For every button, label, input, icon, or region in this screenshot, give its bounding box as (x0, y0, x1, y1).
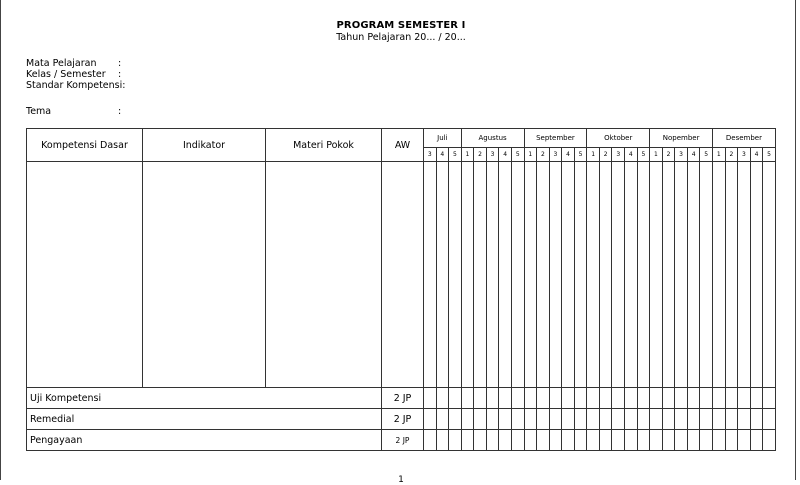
meta-kelas-semester (26, 70, 121, 80)
content-cell[interactable] (750, 162, 763, 388)
week-cell[interactable] (436, 430, 449, 451)
week-cell[interactable] (750, 430, 763, 451)
content-cell[interactable] (449, 162, 462, 388)
header-indikator: Indikator (143, 129, 266, 162)
week-cell[interactable] (486, 409, 499, 430)
week-cell[interactable] (587, 388, 600, 409)
week-cell[interactable] (738, 430, 751, 451)
week-header: 4 (499, 148, 512, 162)
week-header: 2 (662, 148, 675, 162)
week-cell[interactable] (637, 388, 650, 409)
footer-row (27, 409, 776, 430)
week-cell[interactable] (549, 388, 562, 409)
week-cell[interactable] (449, 409, 462, 430)
content-cell[interactable] (725, 162, 738, 388)
week-cell[interactable] (763, 388, 776, 409)
week-cell[interactable] (511, 388, 524, 409)
week-cell[interactable] (637, 430, 650, 451)
content-cell[interactable] (549, 162, 562, 388)
content-cell[interactable] (700, 162, 713, 388)
week-cell[interactable] (763, 430, 776, 451)
week-cell[interactable] (700, 388, 713, 409)
meta-standar-kompetensi (26, 81, 125, 91)
semester-program-table (26, 128, 776, 451)
week-cell[interactable] (424, 409, 437, 430)
month-header: Juli (424, 129, 462, 148)
page-subtitle: Tahun Pelajaran 20... / 20... (336, 32, 466, 43)
footer-row-label: Remedial (27, 409, 382, 430)
week-header: 4 (562, 148, 575, 162)
header-materi-pokok: Materi Pokok (266, 129, 382, 162)
week-cell[interactable] (738, 409, 751, 430)
week-header: 5 (637, 148, 650, 162)
content-cell[interactable] (612, 162, 625, 388)
week-cell[interactable] (763, 409, 776, 430)
week-cell[interactable] (461, 388, 474, 409)
week-cell[interactable] (650, 409, 663, 430)
week-header: 3 (549, 148, 562, 162)
content-row (27, 162, 776, 388)
week-cell[interactable] (574, 388, 587, 409)
week-cell[interactable] (461, 409, 474, 430)
meta-label: Tema (26, 106, 52, 117)
content-cell[interactable] (499, 162, 512, 388)
footer-row-value: 2 JP (382, 388, 424, 409)
meta-colon: : (118, 69, 122, 80)
month-header: Desember (713, 129, 776, 148)
week-cell[interactable] (675, 388, 688, 409)
week-cell[interactable] (725, 388, 738, 409)
page-number: 1 (398, 475, 404, 485)
header-aw: AW (382, 129, 424, 162)
content-cell[interactable] (713, 162, 726, 388)
week-cell[interactable] (637, 409, 650, 430)
week-cell[interactable] (474, 430, 487, 451)
week-cell[interactable] (612, 388, 625, 409)
footer-row-value: 2 JP (382, 430, 424, 451)
content-cell[interactable] (662, 162, 675, 388)
week-cell[interactable] (725, 409, 738, 430)
week-cell[interactable] (625, 388, 638, 409)
week-cell[interactable] (524, 430, 537, 451)
week-cell[interactable] (750, 388, 763, 409)
content-cell[interactable] (562, 162, 575, 388)
week-cell[interactable] (625, 409, 638, 430)
week-header: 1 (713, 148, 726, 162)
footer-row (27, 388, 776, 409)
meta-label: Mata Pelajaran (26, 58, 97, 69)
content-cell[interactable] (511, 162, 524, 388)
week-header: 1 (524, 148, 537, 162)
week-cell[interactable] (574, 430, 587, 451)
content-cell[interactable] (486, 162, 499, 388)
week-header: 3 (675, 148, 688, 162)
week-cell[interactable] (486, 430, 499, 451)
month-header: Nopember (650, 129, 713, 148)
week-header: 5 (700, 148, 713, 162)
week-cell[interactable] (687, 430, 700, 451)
footer-row (27, 430, 776, 451)
week-cell[interactable] (700, 409, 713, 430)
content-cell[interactable] (625, 162, 638, 388)
week-cell[interactable] (599, 430, 612, 451)
week-cell[interactable] (574, 409, 587, 430)
week-cell[interactable] (486, 388, 499, 409)
week-cell[interactable] (499, 430, 512, 451)
week-cell[interactable] (549, 409, 562, 430)
week-cell[interactable] (713, 409, 726, 430)
week-cell[interactable] (675, 430, 688, 451)
content-cell[interactable] (461, 162, 474, 388)
week-cell[interactable] (599, 409, 612, 430)
content-cell[interactable] (436, 162, 449, 388)
week-cell[interactable] (461, 430, 474, 451)
week-header: 1 (587, 148, 600, 162)
week-header: 5 (763, 148, 776, 162)
content-cell[interactable] (266, 162, 382, 388)
week-cell[interactable] (625, 430, 638, 451)
week-cell[interactable] (436, 388, 449, 409)
content-cell[interactable] (424, 162, 437, 388)
content-cell[interactable] (382, 162, 424, 388)
week-header: 5 (511, 148, 524, 162)
week-cell[interactable] (599, 388, 612, 409)
week-cell[interactable] (436, 409, 449, 430)
week-header: 2 (725, 148, 738, 162)
week-cell[interactable] (537, 409, 550, 430)
month-header: September (524, 129, 587, 148)
week-cell[interactable] (675, 409, 688, 430)
week-cell[interactable] (449, 388, 462, 409)
week-cell[interactable] (587, 409, 600, 430)
week-header: 2 (599, 148, 612, 162)
week-header: 4 (750, 148, 763, 162)
content-cell[interactable] (763, 162, 776, 388)
meta-label: Standar Kompetensi (26, 80, 123, 91)
week-cell[interactable] (537, 430, 550, 451)
week-cell[interactable] (713, 388, 726, 409)
content-cell[interactable] (637, 162, 650, 388)
week-cell[interactable] (587, 430, 600, 451)
meta-colon: : (118, 106, 122, 117)
week-cell[interactable] (549, 430, 562, 451)
week-cell[interactable] (687, 409, 700, 430)
week-cell[interactable] (650, 388, 663, 409)
week-cell[interactable] (687, 388, 700, 409)
week-cell[interactable] (650, 430, 663, 451)
content-cell[interactable] (537, 162, 550, 388)
week-header: 4 (436, 148, 449, 162)
week-cell[interactable] (511, 409, 524, 430)
month-header: Agustus (461, 129, 524, 148)
week-cell[interactable] (562, 430, 575, 451)
week-cell[interactable] (524, 409, 537, 430)
week-header: 4 (687, 148, 700, 162)
week-cell[interactable] (499, 388, 512, 409)
week-cell[interactable] (662, 430, 675, 451)
week-header: 1 (461, 148, 474, 162)
week-cell[interactable] (499, 409, 512, 430)
month-header: Oktober (587, 129, 650, 148)
week-cell[interactable] (713, 430, 726, 451)
content-cell[interactable] (599, 162, 612, 388)
content-cell[interactable] (524, 162, 537, 388)
week-header: 5 (449, 148, 462, 162)
content-cell[interactable] (738, 162, 751, 388)
week-cell[interactable] (750, 409, 763, 430)
header-kompetensi-dasar: Kompetensi Dasar (27, 129, 143, 162)
meta-colon: : (118, 58, 122, 69)
week-header: 4 (625, 148, 638, 162)
meta-label: Kelas / Semester (26, 69, 106, 80)
week-header: 2 (537, 148, 550, 162)
week-cell[interactable] (612, 409, 625, 430)
week-cell[interactable] (700, 430, 713, 451)
meta-tema (26, 107, 121, 117)
week-cell[interactable] (537, 388, 550, 409)
week-header: 1 (650, 148, 663, 162)
content-cell[interactable] (587, 162, 600, 388)
content-cell[interactable] (675, 162, 688, 388)
week-cell[interactable] (511, 430, 524, 451)
week-header: 3 (738, 148, 751, 162)
week-cell[interactable] (725, 430, 738, 451)
week-header: 2 (474, 148, 487, 162)
meta-colon: : (122, 80, 126, 91)
week-cell[interactable] (662, 409, 675, 430)
content-cell[interactable] (650, 162, 663, 388)
week-header: 3 (612, 148, 625, 162)
page-title: PROGRAM SEMESTER I (336, 20, 466, 31)
footer-row-value: 2 JP (382, 409, 424, 430)
week-cell[interactable] (612, 430, 625, 451)
week-header: 5 (574, 148, 587, 162)
meta-mata-pelajaran (26, 59, 121, 69)
week-cell[interactable] (449, 430, 462, 451)
week-cell[interactable] (424, 388, 437, 409)
week-cell[interactable] (738, 388, 751, 409)
week-cell[interactable] (524, 388, 537, 409)
week-header: 3 (486, 148, 499, 162)
week-cell[interactable] (662, 388, 675, 409)
week-cell[interactable] (562, 409, 575, 430)
content-cell[interactable] (687, 162, 700, 388)
week-cell[interactable] (474, 388, 487, 409)
footer-row-label: Uji Kompetensi (27, 388, 382, 409)
week-cell[interactable] (424, 430, 437, 451)
content-cell[interactable] (27, 162, 143, 388)
content-cell[interactable] (143, 162, 266, 388)
content-cell[interactable] (574, 162, 587, 388)
content-cell[interactable] (474, 162, 487, 388)
footer-row-label: Pengayaan (27, 430, 382, 451)
week-cell[interactable] (562, 388, 575, 409)
week-cell[interactable] (474, 409, 487, 430)
week-header: 3 (424, 148, 437, 162)
